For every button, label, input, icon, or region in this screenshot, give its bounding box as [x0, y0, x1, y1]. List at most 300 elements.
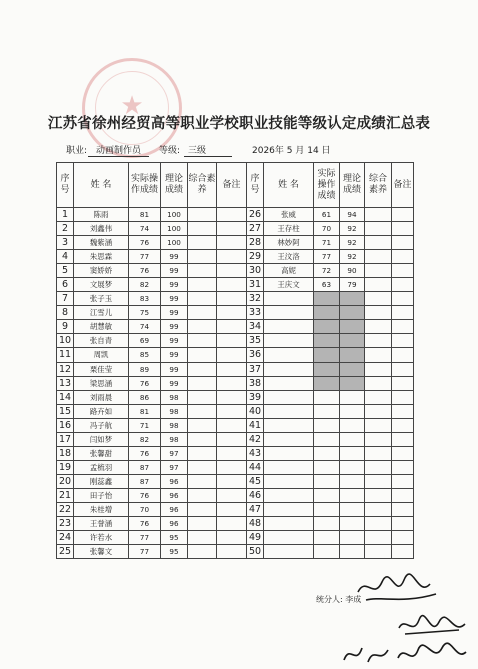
row-remark [392, 488, 414, 502]
header-no: 序号 [57, 163, 74, 208]
row-overall [365, 250, 392, 264]
row-theory: 98 [161, 390, 188, 404]
row-theory: 99 [161, 334, 188, 348]
row-practical [314, 404, 340, 418]
compiler-name: 李成 [345, 595, 362, 604]
row-overall [365, 376, 392, 390]
table-row [57, 334, 414, 348]
row-theory: 99 [161, 292, 188, 306]
row-practical: 75 [129, 306, 161, 320]
row-name: 王汶洛 [264, 250, 314, 264]
row-no: 45 [247, 474, 264, 488]
row-no: 34 [247, 320, 264, 334]
row-overall [365, 517, 392, 531]
row-overall [188, 250, 217, 264]
row-no: 10 [57, 334, 74, 348]
row-theory [340, 404, 365, 418]
row-theory: 99 [161, 320, 188, 334]
row-name [264, 292, 314, 306]
row-overall [188, 531, 217, 545]
row-practical [314, 418, 340, 432]
row-theory: 99 [161, 250, 188, 264]
row-theory [340, 432, 365, 446]
row-overall [188, 208, 217, 222]
row-practical [314, 334, 340, 348]
table-row [57, 446, 414, 460]
row-overall [188, 348, 217, 362]
row-name [264, 418, 314, 432]
row-theory [340, 517, 365, 531]
row-name: 栗佳莹 [74, 362, 129, 376]
row-no: 6 [57, 278, 74, 292]
row-overall [188, 404, 217, 418]
row-overall [365, 404, 392, 418]
row-no: 9 [57, 320, 74, 334]
row-theory: 99 [161, 306, 188, 320]
row-remark [217, 376, 247, 390]
row-remark [217, 320, 247, 334]
row-theory: 90 [340, 264, 365, 278]
row-remark [217, 208, 247, 222]
row-overall [365, 278, 392, 292]
row-no: 23 [57, 517, 74, 531]
row-remark [392, 334, 414, 348]
row-overall [365, 418, 392, 432]
row-overall [188, 222, 217, 236]
row-remark [392, 264, 414, 278]
row-no: 5 [57, 264, 74, 278]
row-remark [392, 502, 414, 516]
row-theory: 96 [161, 488, 188, 502]
row-theory: 99 [161, 348, 188, 362]
row-no: 11 [57, 348, 74, 362]
row-no: 13 [57, 376, 74, 390]
row-practical: 69 [129, 334, 161, 348]
row-remark [217, 474, 247, 488]
row-practical [314, 474, 340, 488]
row-practical: 72 [314, 264, 340, 278]
row-overall [188, 432, 217, 446]
table-row [57, 320, 414, 334]
row-practical: 89 [129, 362, 161, 376]
row-overall [365, 348, 392, 362]
row-remark [392, 545, 414, 559]
row-no: 46 [247, 488, 264, 502]
occupation-label: 职业: [66, 146, 88, 156]
row-name: 许若水 [74, 531, 129, 545]
row-no: 28 [247, 236, 264, 250]
row-remark [217, 432, 247, 446]
header-overall: 综合素养 [365, 163, 392, 208]
row-remark [392, 390, 414, 404]
row-theory [340, 390, 365, 404]
row-practical [314, 488, 340, 502]
row-remark [392, 432, 414, 446]
row-theory: 100 [161, 236, 188, 250]
row-name: 田子怡 [74, 488, 129, 502]
row-name: 孟梳羽 [74, 460, 129, 474]
row-overall [188, 278, 217, 292]
row-name [264, 446, 314, 460]
row-remark [217, 222, 247, 236]
table-row [57, 432, 414, 446]
header-name: 姓 名 [74, 163, 129, 208]
row-remark [217, 517, 247, 531]
row-theory [340, 334, 365, 348]
row-overall [365, 460, 392, 474]
row-practical: 70 [129, 502, 161, 516]
row-no: 20 [57, 474, 74, 488]
row-name: 张子玉 [74, 292, 129, 306]
row-no: 35 [247, 334, 264, 348]
row-remark [217, 292, 247, 306]
row-overall [365, 446, 392, 460]
row-name [264, 531, 314, 545]
row-no: 27 [247, 222, 264, 236]
row-theory: 98 [161, 432, 188, 446]
row-practical: 61 [314, 208, 340, 222]
row-no: 36 [247, 348, 264, 362]
row-remark [392, 208, 414, 222]
row-theory: 95 [161, 531, 188, 545]
row-practical [314, 502, 340, 516]
row-name: 张馨文 [74, 545, 129, 559]
row-theory [340, 446, 365, 460]
row-practical [314, 517, 340, 531]
row-name [264, 306, 314, 320]
info-line [66, 143, 446, 157]
row-overall [365, 531, 392, 545]
row-practical: 87 [129, 460, 161, 474]
row-overall [365, 390, 392, 404]
row-no: 50 [247, 545, 264, 559]
table-row [57, 390, 414, 404]
row-practical: 70 [314, 222, 340, 236]
row-overall [365, 502, 392, 516]
row-name: 张威 [264, 208, 314, 222]
row-no: 26 [247, 208, 264, 222]
row-practical: 77 [129, 531, 161, 545]
row-name [264, 502, 314, 516]
row-name [264, 404, 314, 418]
row-theory [340, 376, 365, 390]
row-no: 14 [57, 390, 74, 404]
row-theory [340, 460, 365, 474]
row-name [264, 334, 314, 348]
header-practical: 实际操作成绩 [314, 163, 340, 208]
row-practical: 77 [129, 250, 161, 264]
row-practical: 76 [129, 488, 161, 502]
row-name: 朱桂增 [74, 502, 129, 516]
header-practical: 实际操作成绩 [129, 163, 161, 208]
row-overall [188, 264, 217, 278]
row-theory: 92 [340, 250, 365, 264]
row-theory: 92 [340, 236, 365, 250]
row-remark [392, 376, 414, 390]
row-name: 林妙阿 [264, 236, 314, 250]
row-theory: 98 [161, 418, 188, 432]
row-theory [340, 306, 365, 320]
header-theory: 理论成绩 [161, 163, 188, 208]
row-remark [392, 362, 414, 376]
header-overall: 综合素养 [188, 163, 217, 208]
row-name: 陈雨 [74, 208, 129, 222]
row-no: 2 [57, 222, 74, 236]
row-no: 15 [57, 404, 74, 418]
table-row [57, 460, 414, 474]
row-no: 16 [57, 418, 74, 432]
signature-auditor [338, 640, 473, 669]
row-no: 31 [247, 278, 264, 292]
row-no: 32 [247, 292, 264, 306]
row-name: 王誉涵 [74, 517, 129, 531]
level-text: 三级 [188, 146, 207, 156]
row-name [264, 545, 314, 559]
row-practical: 71 [129, 418, 161, 432]
row-overall [188, 418, 217, 432]
row-practical: 81 [129, 208, 161, 222]
row-name: 梁思涵 [74, 376, 129, 390]
row-no: 4 [57, 250, 74, 264]
row-name: 胡慧敏 [74, 320, 129, 334]
row-name: 文展梦 [74, 278, 129, 292]
row-theory [340, 502, 365, 516]
date: 2026年 5 月 14 日 [252, 146, 331, 156]
row-remark [392, 320, 414, 334]
row-practical: 82 [129, 432, 161, 446]
row-name [264, 488, 314, 502]
row-no: 47 [247, 502, 264, 516]
row-overall [365, 208, 392, 222]
row-practical [314, 390, 340, 404]
table-row [57, 474, 414, 488]
row-no: 24 [57, 531, 74, 545]
row-name [264, 376, 314, 390]
row-overall [365, 474, 392, 488]
table-body [57, 163, 414, 559]
row-name [264, 320, 314, 334]
row-remark [217, 278, 247, 292]
row-remark [392, 517, 414, 531]
row-overall [365, 488, 392, 502]
row-theory [340, 348, 365, 362]
row-theory: 96 [161, 502, 188, 516]
row-overall [365, 334, 392, 348]
table-row [57, 222, 414, 236]
row-practical [314, 432, 340, 446]
row-name [264, 474, 314, 488]
row-practical: 85 [129, 348, 161, 362]
row-overall [188, 390, 217, 404]
row-overall [365, 320, 392, 334]
row-theory [340, 362, 365, 376]
row-overall [188, 446, 217, 460]
row-theory [340, 545, 365, 559]
row-remark [217, 531, 247, 545]
row-practical: 63 [314, 278, 340, 292]
table-row [57, 418, 414, 432]
row-overall [188, 306, 217, 320]
row-practical: 76 [129, 376, 161, 390]
table-row [57, 404, 414, 418]
occupation-text: 动画制作员 [96, 146, 142, 156]
row-name [264, 362, 314, 376]
row-practical: 76 [129, 517, 161, 531]
row-remark [217, 348, 247, 362]
row-name [264, 432, 314, 446]
table-row [57, 250, 414, 264]
row-practical [314, 531, 340, 545]
row-no: 17 [57, 432, 74, 446]
row-name: 张馨甜 [74, 446, 129, 460]
row-no: 29 [247, 250, 264, 264]
row-overall [188, 474, 217, 488]
row-name: 闫如梦 [74, 432, 129, 446]
row-name: 高妮 [264, 264, 314, 278]
table-row [57, 517, 414, 531]
row-remark [217, 250, 247, 264]
row-overall [188, 320, 217, 334]
row-remark [217, 404, 247, 418]
row-name [264, 390, 314, 404]
row-no: 7 [57, 292, 74, 306]
row-theory [340, 320, 365, 334]
row-overall [188, 236, 217, 250]
row-remark [217, 446, 247, 460]
row-no: 44 [247, 460, 264, 474]
row-remark [392, 292, 414, 306]
row-name [264, 517, 314, 531]
row-theory: 99 [161, 264, 188, 278]
row-practical: 74 [129, 222, 161, 236]
row-overall [365, 432, 392, 446]
row-remark [392, 531, 414, 545]
signature-reviewer [395, 612, 470, 642]
row-overall [188, 460, 217, 474]
row-theory: 95 [161, 545, 188, 559]
row-name: 魏紫涵 [74, 236, 129, 250]
row-overall [188, 362, 217, 376]
row-remark [217, 264, 247, 278]
row-practical: 82 [129, 278, 161, 292]
row-remark [392, 460, 414, 474]
row-practical: 87 [129, 474, 161, 488]
row-no: 30 [247, 264, 264, 278]
row-remark [392, 250, 414, 264]
row-theory: 99 [161, 362, 188, 376]
row-remark [217, 362, 247, 376]
row-practical [314, 348, 340, 362]
table-row [57, 376, 414, 390]
row-theory [340, 488, 365, 502]
row-name: 王庆文 [264, 278, 314, 292]
row-theory: 96 [161, 517, 188, 531]
level-value [184, 143, 232, 157]
header-no: 序号 [247, 163, 264, 208]
signature-compiler [352, 570, 442, 610]
table-row [57, 236, 414, 250]
row-name: 路卉如 [74, 404, 129, 418]
row-theory [340, 292, 365, 306]
table-row [57, 545, 414, 559]
row-no: 12 [57, 362, 74, 376]
row-no: 22 [57, 502, 74, 516]
row-practical: 76 [129, 264, 161, 278]
row-remark [392, 474, 414, 488]
row-remark [392, 348, 414, 362]
row-no: 43 [247, 446, 264, 460]
table-row [57, 292, 414, 306]
row-name: 刘雨晨 [74, 390, 129, 404]
row-no: 33 [247, 306, 264, 320]
row-practical [314, 362, 340, 376]
row-name: 窦娇娇 [74, 264, 129, 278]
row-practical [314, 306, 340, 320]
row-theory [340, 531, 365, 545]
header-remark: 备注 [217, 163, 247, 208]
row-remark [217, 334, 247, 348]
row-remark [217, 488, 247, 502]
seal-star-icon: ★ [120, 91, 144, 121]
row-remark [217, 306, 247, 320]
row-overall [365, 292, 392, 306]
occupation-value [88, 143, 149, 157]
row-theory: 97 [161, 460, 188, 474]
table-row [57, 362, 414, 376]
row-remark [392, 446, 414, 460]
table-row [57, 208, 414, 222]
row-no: 21 [57, 488, 74, 502]
row-overall [365, 545, 392, 559]
table-row [57, 531, 414, 545]
row-overall [188, 488, 217, 502]
row-overall [365, 264, 392, 278]
level-label: 等级: [159, 146, 181, 156]
row-overall [365, 222, 392, 236]
row-name: 刘鑫伟 [74, 222, 129, 236]
row-name: 张自青 [74, 334, 129, 348]
row-no: 19 [57, 460, 74, 474]
row-theory: 99 [161, 376, 188, 390]
row-no: 39 [247, 390, 264, 404]
row-practical: 71 [314, 236, 340, 250]
row-theory [340, 474, 365, 488]
row-no: 41 [247, 418, 264, 432]
header-theory: 理论成绩 [340, 163, 365, 208]
row-name: 江雪儿 [74, 306, 129, 320]
row-no: 48 [247, 517, 264, 531]
row-name [264, 460, 314, 474]
row-overall [188, 502, 217, 516]
row-practical: 86 [129, 390, 161, 404]
table-row [57, 348, 414, 362]
header-remark: 备注 [392, 163, 414, 208]
score-table [56, 162, 414, 559]
row-overall [365, 362, 392, 376]
row-practical [314, 446, 340, 460]
row-remark [217, 502, 247, 516]
row-remark [392, 222, 414, 236]
row-overall [188, 517, 217, 531]
row-practical: 83 [129, 292, 161, 306]
compiler-label: 统分人: [316, 595, 343, 604]
row-practical: 76 [129, 236, 161, 250]
row-no: 3 [57, 236, 74, 250]
row-remark [217, 390, 247, 404]
row-theory: 96 [161, 474, 188, 488]
table-row [57, 502, 414, 516]
row-no: 49 [247, 531, 264, 545]
